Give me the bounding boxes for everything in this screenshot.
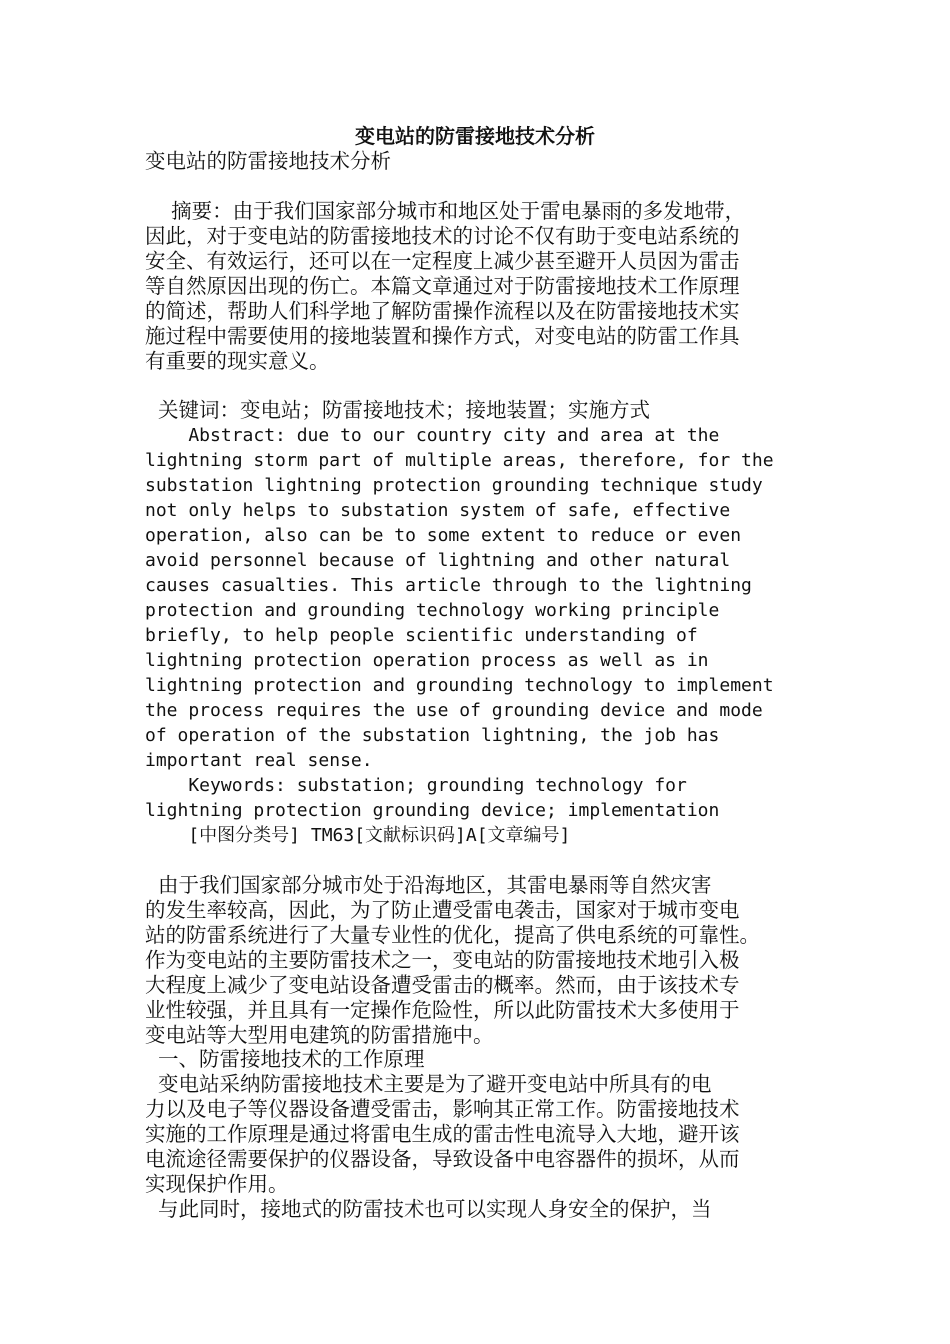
intro-line: 业性较强，并且具有一定操作危险性，所以此防雷技术大多使用于	[145, 998, 740, 1022]
intro-line: 的发生率较高，因此，为了防止遭受雷电袭击，国家对于城市变电	[145, 898, 740, 922]
document-subtitle: 变电站的防雷接地技术分析	[145, 149, 391, 173]
keywords-en-line: Keywords: substation; grounding technology for	[145, 775, 687, 796]
abstract-en-line: operation, also can be to some extent to reduce or even	[145, 525, 742, 546]
intro-line: 站的防雷系统进行了大量专业性的优化，提高了供电系统的可靠性。	[145, 923, 760, 947]
abstract-en-line: causes casualties. This article through to the lightning	[145, 575, 752, 596]
abstract-en-line: substation lightning protection grounding technique study	[145, 475, 763, 496]
abstract-cn-line: 施过程中需要使用的接地装置和操作方式，对变电站的防雷工作具	[145, 324, 740, 348]
section1-paragraph2-line: 与此同时，接地式的防雷技术也可以实现人身安全的保护，当	[145, 1197, 712, 1221]
section1-line: 实现保护作用。	[145, 1172, 289, 1196]
section1-line: 变电站采纳防雷接地技术主要是为了避开变电站中所具有的电	[145, 1072, 712, 1096]
intro-line: 变电站等大型用电建筑的防雷措施中。	[145, 1023, 494, 1047]
abstract-en-line: important real sense.	[145, 750, 373, 771]
keywords-en-line: lightning protection grounding device; implementation	[145, 800, 720, 821]
abstract-en-line: not only helps to substation system of safe, effective	[145, 500, 731, 521]
keywords-cn: 关键词：变电站；防雷接地技术；接地装置；实施方式	[145, 398, 651, 422]
abstract-en-line: lightning storm part of multiple areas, therefore, for the	[145, 450, 774, 471]
abstract-en-line: Abstract: due to our country city and area at the	[145, 425, 720, 446]
abstract-en-line: avoid personnel because of lightning and other natural	[145, 550, 731, 571]
section-heading: 一、防雷接地技术的工作原理	[145, 1047, 425, 1071]
intro-line: 由于我们国家部分城市处于沿海地区，其雷电暴雨等自然灾害	[145, 873, 712, 897]
abstract-en-line: lightning protection and grounding technology to implement	[145, 675, 774, 696]
abstract-cn-line: 有重要的现实意义。	[145, 349, 330, 373]
section1-line: 实施的工作原理是通过将雷电生成的雷击性电流导入大地，避开该	[145, 1122, 740, 1146]
section1-line: 力以及电子等仪器设备遭受雷击，影响其正常工作。防雷接地技术	[145, 1097, 740, 1121]
section1-line: 电流途径需要保护的仪器设备，导致设备中电容器件的损坏，从而	[145, 1147, 740, 1171]
abstract-cn-line: 摘要：由于我们国家部分城市和地区处于雷电暴雨的多发地带，	[145, 199, 746, 223]
abstract-cn-line: 的简述，帮助人们科学地了解防雷操作流程以及在防雷接地技术实	[145, 299, 740, 323]
abstract-cn-line: 安全、有效运行，还可以在一定程度上减少甚至避开人员因为雷击	[145, 249, 740, 273]
abstract-en-line: the process requires the use of grounding device and mode	[145, 700, 763, 721]
abstract-en-line: lightning protection operation process as well as in	[145, 650, 709, 671]
classification-line: [中图分类号] TM63[文献标识码]A[文章编号]	[145, 825, 571, 846]
abstract-en-line: of operation of the substation lightning, the job has	[145, 725, 720, 746]
intro-line: 大程度上减少了变电站设备遭受雷击的概率。然而，由于该技术专	[145, 973, 740, 997]
document-title: 变电站的防雷接地技术分析	[355, 124, 595, 148]
abstract-cn-line: 因此，对于变电站的防雷接地技术的讨论不仅有助于变电站系统的	[145, 224, 740, 248]
abstract-en-line: protection and grounding technology working principle	[145, 600, 720, 621]
abstract-cn-line: 等自然原因出现的伤亡。本篇文章通过对于防雷接地技术工作原理	[145, 274, 740, 298]
intro-line: 作为变电站的主要防雷技术之一，变电站的防雷接地技术地引入极	[145, 948, 740, 972]
abstract-en-line: briefly, to help people scientific understanding of	[145, 625, 698, 646]
